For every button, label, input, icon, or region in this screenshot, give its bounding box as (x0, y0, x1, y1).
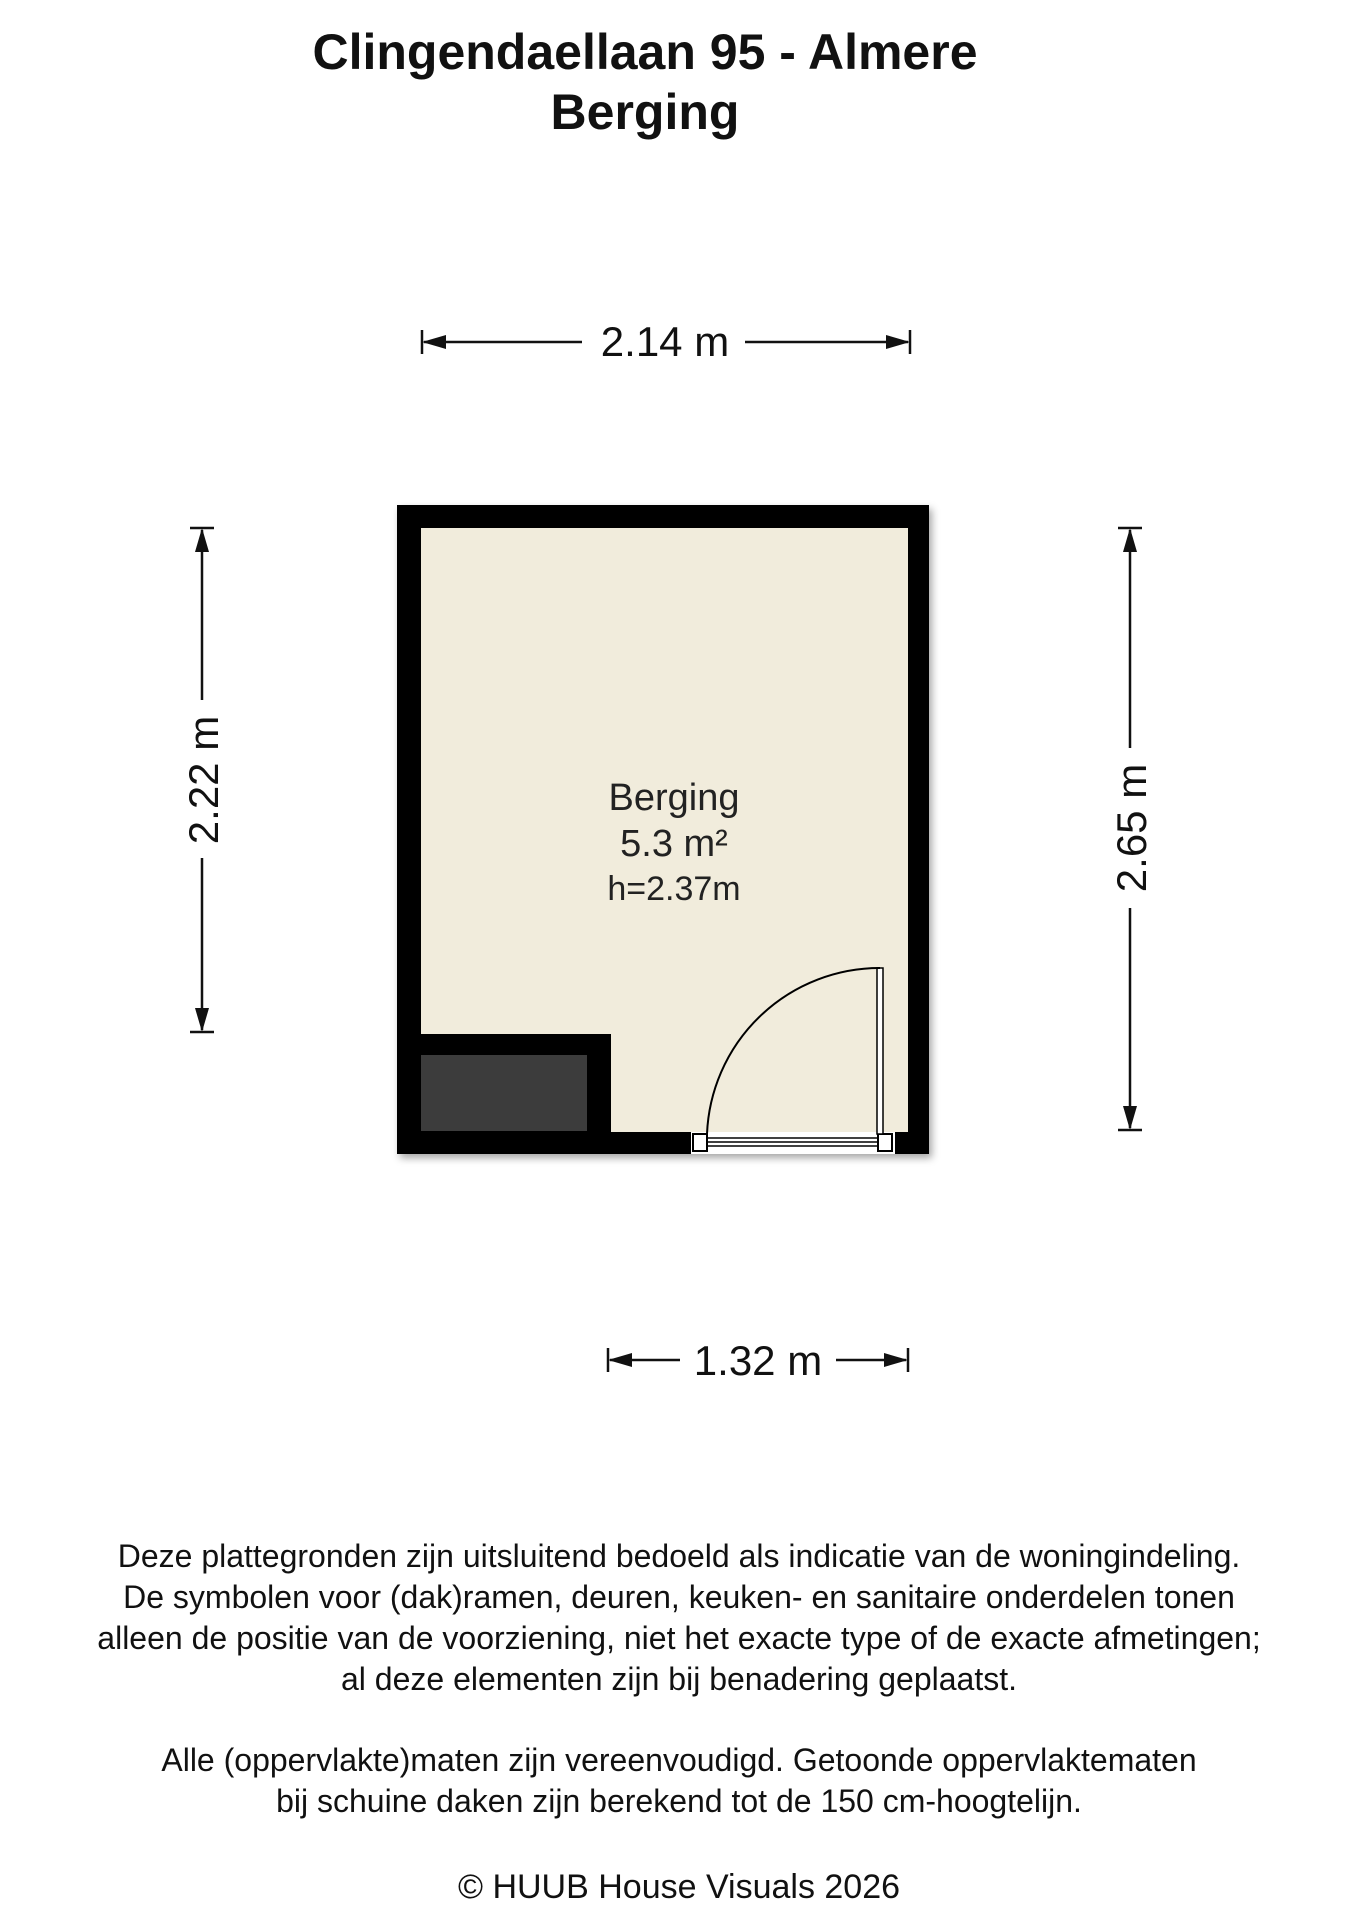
dimension-bottom-width (608, 1337, 908, 1384)
disclaimer-line: bij schuine daken zijn berekend tot de 150 cm-hoogtelijn. (276, 1783, 1082, 1819)
disclaimer-line: al deze elementen zijn bij benadering geplaatst. (340, 1661, 1017, 1697)
arrow-left-icon (608, 1353, 632, 1367)
disclaimer-line: alleen de positie van de voorziening, niet het exacte type of de exacte afmetingen; (97, 1620, 1261, 1656)
dimension-left-height (180, 528, 227, 1032)
arrow-up-icon (1123, 528, 1137, 552)
disclaimer-line: Deze plattegronden zijn uitsluitend bedoeld als indicatie van de woningindeling. (117, 1538, 1241, 1574)
room-height: h=2.37m (607, 870, 741, 908)
floor-title: Berging (550, 84, 740, 140)
storage-fixture (421, 1034, 611, 1134)
dimension-label: 1.32 m (693, 1337, 823, 1384)
copyright: © HUUB House Visuals 2026 (457, 1868, 901, 1906)
address-title: Clingendaellaan 95 - Almere (312, 24, 978, 80)
dimension-right-height (1108, 528, 1155, 1130)
arrow-right-icon (884, 1353, 908, 1367)
arrow-left-icon (422, 335, 446, 349)
arrow-right-icon (886, 335, 910, 349)
arrow-down-icon (1123, 1106, 1137, 1130)
room-name: Berging (608, 777, 740, 819)
disclaimer-block-2 (0, 1740, 1358, 1822)
dimension-top-width (422, 318, 910, 365)
arrow-up-icon (195, 528, 209, 552)
disclaimer-line: Alle (oppervlakte)maten zijn vereenvoudigd. Getoonde oppervlaktematen (161, 1742, 1197, 1778)
dimension-label: 2.14 m (600, 318, 730, 365)
room-area: 5.3 m² (620, 823, 728, 865)
door-leaf (877, 968, 883, 1134)
disclaimer-block-1 (0, 1536, 1358, 1700)
dimension-label: 2.65 m (1108, 763, 1155, 893)
arrow-down-icon (195, 1008, 209, 1032)
dimension-label: 2.22 m (180, 715, 227, 845)
disclaimer-line: De symbolen voor (dak)ramen, deuren, keuken- en sanitaire onderdelen tonen (123, 1579, 1235, 1615)
